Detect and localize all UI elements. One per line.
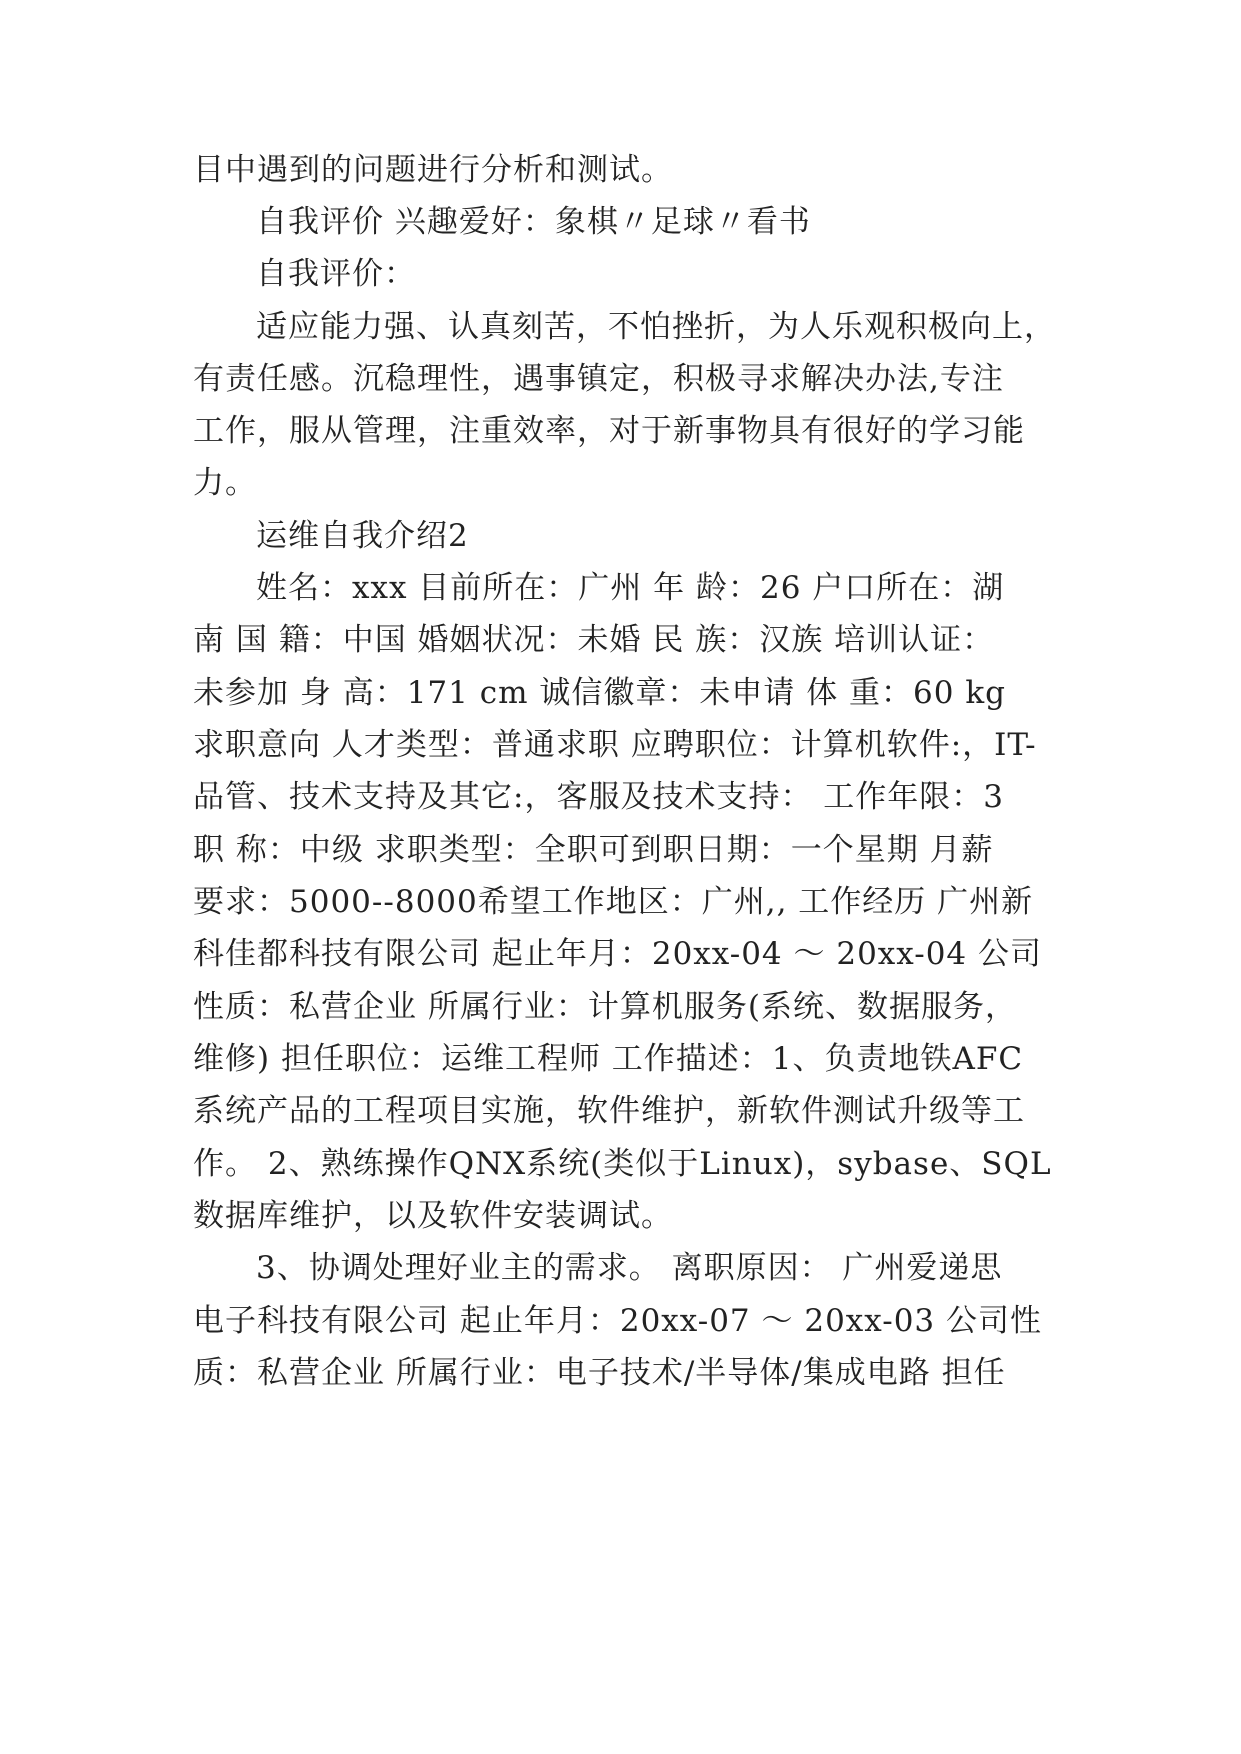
text-line: 职 称：中级 求职类型：全职可到职日期：一个星期 月薪 xyxy=(193,832,994,868)
text-line: 电子科技有限公司 起止年月：20xx-07 ～ 20xx-03 公司性 xyxy=(193,1303,1042,1339)
text-line: 质：私营企业 所属行业：电子技术/半导体/集成电路 担任 xyxy=(193,1355,1006,1391)
text-line: 要求：5000--8000希望工作地区：广州,, 工作经历 广州新 xyxy=(193,884,1034,920)
text-line: 作。 2、熟练操作QNX系统(类似于Linux)，sybase、SQL xyxy=(193,1146,1052,1182)
text-line: 适应能力强、认真刻苦，不怕挫折，为人乐观积极向上， xyxy=(256,309,1056,345)
text-line: 科佳都科技有限公司 起止年月：20xx-04 ～ 20xx-04 公司 xyxy=(193,936,1042,972)
text-line: 性质：私营企业 所属行业：计算机服务(系统、数据服务， xyxy=(193,989,1017,1025)
self-eval-hobbies-line: 自我评价 兴趣爱好：象棋〃足球〃看书 xyxy=(256,204,811,240)
text-line: 3、协调处理好业主的需求。 离职原因： 广州爱递思 xyxy=(256,1250,1003,1286)
text-line: 数据库维护，以及软件安装调试。 xyxy=(193,1198,673,1234)
section-heading: 运维自我介绍2 xyxy=(256,518,469,554)
text-line: 工作，服从管理，注重效率，对于新事物具有很好的学习能 xyxy=(193,413,1025,449)
text-line: 力。 xyxy=(193,465,257,501)
text-line: 姓名：xxx 目前所在：广州 年 龄：26 户口所在：湖 xyxy=(256,570,1005,606)
text-line: 南 国 籍：中国 婚姻状况：未婚 民 族：汉族 培训认证： xyxy=(193,622,995,658)
text-line: 未参加 身 高：171 cm 诚信徽章：未申请 体 重：60 kg xyxy=(193,675,1006,711)
text-line: 目中遇到的问题进行分析和测试。 xyxy=(193,152,673,188)
text-line: 有责任感。沉稳理性，遇事镇定，积极寻求解决办法,专注 xyxy=(193,361,1004,397)
self-eval-heading: 自我评价： xyxy=(256,256,416,292)
text-line: 系统产品的工程项目实施，软件维护，新软件测试升级等工 xyxy=(193,1093,1025,1129)
text-line: 求职意向 人才类型：普通求职 应聘职位：计算机软件:，IT- xyxy=(193,727,1037,763)
text-line: 品管、技术支持及其它:，客服及技术支持： 工作年限：3 xyxy=(193,779,1005,815)
text-line: 维修) 担任职位：运维工程师 工作描述：1、负责地铁AFC xyxy=(193,1041,1024,1077)
